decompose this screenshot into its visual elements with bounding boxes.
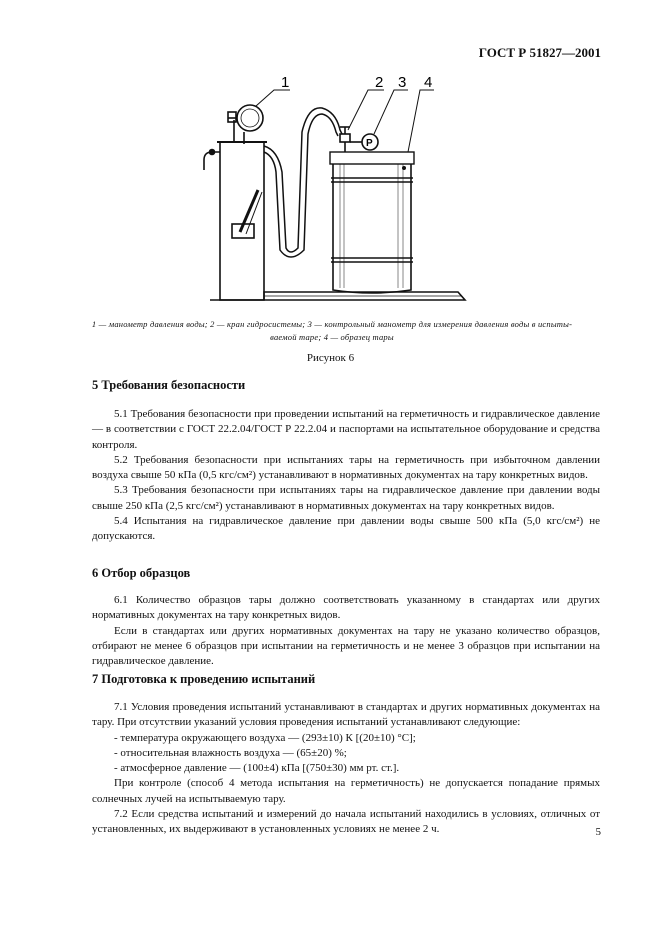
section-6-body bbox=[92, 593, 600, 669]
caption-line-1: 1 — манометр давления воды; 2 — кран гидросистемы; 3 — контрольный манометр для измерения давления воды в испыты- bbox=[91, 319, 573, 329]
list-item-2: - относительная влажность воздуха — (65±20) %; bbox=[114, 746, 347, 759]
para-7-1: 7.1 Условия проведения испытаний устанавливают в стандартах и других нормативных документах на тару. При отсутствии указаний условия проведения испытаний устанавливают следующие: bbox=[92, 701, 600, 729]
section-7-heading: 7 Подготовка к проведению испытаний bbox=[92, 672, 316, 686]
valve bbox=[340, 134, 350, 142]
pump-stand bbox=[220, 142, 264, 300]
list-item-3: - атмосферное давление — (100±4) кПа [(750±30) мм рт. ст.]. bbox=[114, 762, 400, 775]
section-6-heading: 6 Отбор образцов bbox=[92, 566, 191, 580]
leader-3 bbox=[374, 90, 408, 134]
callout-4: 4 bbox=[424, 74, 433, 91]
apparatus-figure bbox=[190, 72, 490, 312]
page-number: 5 bbox=[595, 826, 601, 838]
para-6-2: Если в стандартах или других нормативных документах на тару не указано количество образцов, отбирают не менее 6 образцов при испытании на герметичность и не менее 3 образцов при испытании на гидравлическое давление. bbox=[92, 624, 600, 668]
document-id-header: ГОСТ Р 51827—2001 bbox=[478, 45, 601, 60]
figure-title: Рисунок 6 bbox=[306, 352, 355, 364]
caption-line-2: ваемой таре; 4 — образец тары bbox=[270, 332, 394, 342]
gauge-letter: P bbox=[366, 138, 373, 149]
para-5-4: 5.4 Испытания на гидравлическое давление при давлении воды свыше 500 кПа (5,0 кгс/см²) не допускаются. bbox=[92, 515, 600, 543]
section-7-body bbox=[92, 700, 600, 838]
section-5-body bbox=[92, 407, 600, 545]
section-5-heading: 5 Требования безопасности bbox=[92, 378, 246, 392]
para-5-3: 5.3 Требования безопасности при испытаниях тары на гидравлическое давление при давлении воды свыше 250 кПа (2,5 кгс/см²) устанавливают в нормативных документах на тару конкретных видов. bbox=[92, 484, 600, 512]
para-7-2: 7.2 Если средства испытаний и измерений до начала испытаний находились в условиях, отличных от установленных, их выдерживают в установленных условиях не менее 2 ч. bbox=[92, 808, 600, 836]
container-drum bbox=[330, 152, 414, 164]
para-5-1: 5.1 Требования безопасности при проведении испытаний на герметичность и гидравлическое давление — в соответствии с ГОСТ 22.2.04/ГОСТ Р 22.2.04 и паспортами на испытательное оборудование и средства контроля. bbox=[92, 408, 600, 451]
leader-4 bbox=[408, 90, 434, 152]
leader-1 bbox=[256, 90, 290, 106]
list-item-1: - температура окружающего воздуха — (293±10) К [(20±10) °С]; bbox=[114, 731, 416, 744]
callout-2: 2 bbox=[375, 74, 384, 91]
figure-caption bbox=[62, 318, 602, 344]
para-5-2: 5.2 Требования безопасности при испытаниях тары на герметичность при избыточном давлении воздуха свыше 50 кПа (0,5 кгс/см²) устанавливают в нормативных документах на тару конкретных видов. bbox=[92, 453, 600, 482]
para-7-1-cont: При контроле (способ 4 метода испытания на герметичность) не допускается попадание прямых солнечных лучей на испытываемую тару. bbox=[92, 777, 600, 805]
callout-1: 1 bbox=[281, 74, 290, 91]
callout-3: 3 bbox=[398, 74, 407, 91]
para-6-1: 6.1 Количество образцов тары должно соответствовать указанному в стандартах или других нормативных документах на тару конкретных видов. bbox=[92, 594, 600, 622]
